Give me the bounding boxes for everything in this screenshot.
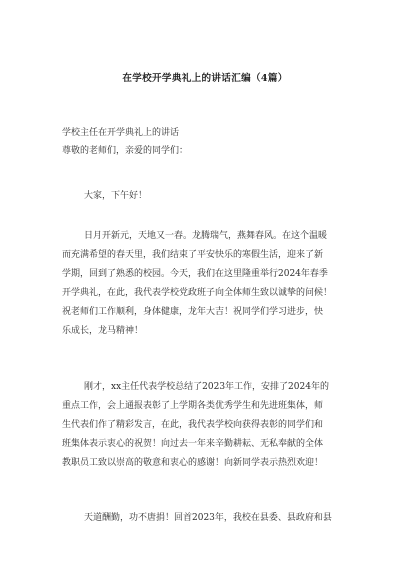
- paragraph-line: 重点工作，会上通报表彰了上学期各类优秀学生和先进班集体，师: [62, 401, 324, 411]
- paragraph-line: 班集体表示衷心的祝贺！向过去一年来辛勤耕耘、无私奉献的全体: [62, 439, 324, 449]
- paragraph-line: 而充满希望的春天里，我们结束了平安快乐的寒假生活，迎来了新: [62, 250, 324, 260]
- paragraph-line: 日月开新元，天地又一春。龙腾瑞气，燕舞春风。在这个温暖: [84, 231, 328, 241]
- paragraph-line: 学期，回到了熟悉的校园。今天，我们在这里隆重举行2024年春季: [62, 269, 328, 279]
- paragraph-line: 乐成长，龙马精神！: [62, 326, 144, 336]
- paragraph-line: 教职员工致以崇高的敬意和衷心的感谢！向新同学表示热烈欢迎！: [62, 458, 324, 468]
- document-subtitle: 学校主任在开学典礼上的讲话: [62, 128, 180, 138]
- paragraph-line: 刚才，xx主任代表学校总结了2023年工作，安排了2024年的: [84, 382, 329, 392]
- paragraph-line: 天道酬勤，功不唐捐！回首2023年，我校在县委、县政府和县: [84, 513, 332, 523]
- salutation: 尊敬的老师们，亲爱的同学们：: [62, 146, 189, 156]
- document-title: 在学校开学典礼上的讲话汇编（4篇）: [122, 73, 288, 84]
- paragraph-line: 祝老师们工作顺利，身体健康，龙年大吉！祝同学们学习进步，快: [62, 307, 324, 317]
- greeting: 大家，下午好！: [84, 191, 148, 201]
- paragraph-line: 开学典礼，在此，我代表学校党政班子向全体师生致以诚挚的问候！: [62, 288, 333, 298]
- paragraph-line: 生代表们作了精彩发言，在此，我代表学校向获得表彰的同学们和: [62, 420, 324, 430]
